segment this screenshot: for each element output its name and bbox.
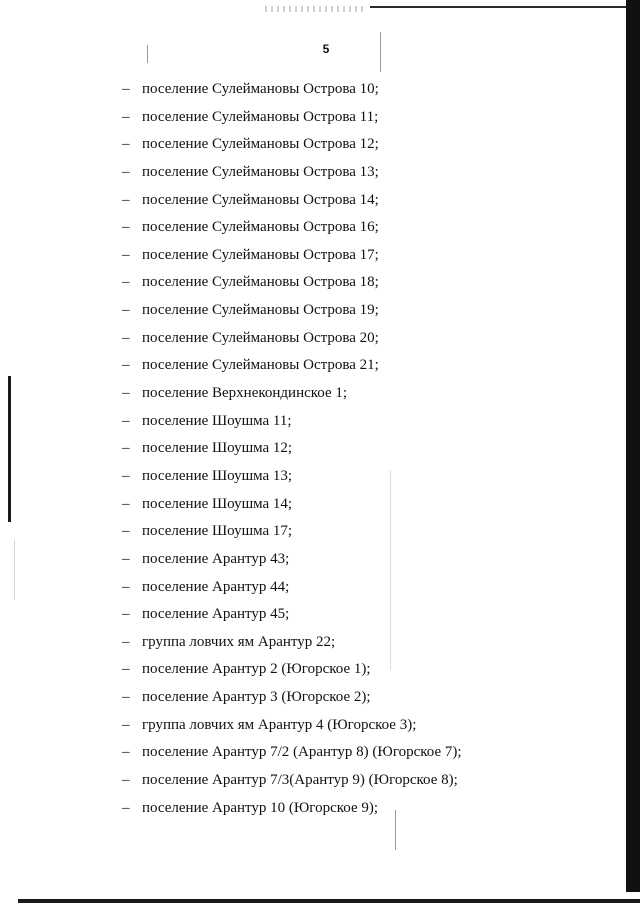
list-dash: – (122, 412, 130, 429)
list-item (122, 355, 462, 383)
list-item-text: поселение Арантур 43; (142, 550, 290, 567)
list-item (122, 107, 462, 135)
list-item (122, 742, 462, 770)
scan-edge-right (626, 0, 640, 892)
list-item-text: группа ловчих ям Арантур 4 (Югорское 3); (142, 716, 417, 733)
list-item (122, 162, 462, 190)
list-dash: – (122, 578, 130, 595)
list-item (122, 798, 462, 826)
list-item-text: поселение Арантур 45; (142, 606, 290, 623)
list-dash: – (122, 744, 130, 761)
list-dash: – (122, 633, 130, 650)
list-dash: – (122, 302, 130, 319)
list-item-text: поселение Сулеймановы Острова 14; (142, 191, 379, 208)
list-dash: – (122, 495, 130, 512)
list-item-text: поселение Шоушма 17; (142, 523, 293, 540)
scan-noise (265, 6, 365, 12)
list-item (122, 549, 462, 577)
scan-noise (14, 540, 15, 600)
list-item (122, 411, 462, 439)
list-dash: – (122, 661, 130, 678)
list-item-text: поселение Арантур 3 (Югорское 2); (142, 689, 371, 706)
list-item (122, 134, 462, 162)
list-item-text: поселение Арантур 7/3(Арантур 9) (Югорское 8); (142, 772, 458, 789)
list-item-text: поселение Арантур 7/2 (Арантур 8) (Югорское 7); (142, 744, 462, 761)
list-dash: – (122, 108, 130, 125)
list-dash: – (122, 716, 130, 733)
list-item-text: поселение Арантур 44; (142, 578, 290, 595)
list-item (122, 438, 462, 466)
list-item (122, 383, 462, 411)
list-item (122, 300, 462, 328)
list-dash: – (122, 136, 130, 153)
list-item (122, 79, 462, 107)
list-item-text: поселение Сулеймановы Острова 12; (142, 136, 379, 153)
page-number: 5 (322, 42, 330, 56)
scan-edge-bottom (18, 899, 640, 903)
list-dash: – (122, 550, 130, 567)
list-dash: – (122, 219, 130, 236)
list-dash: – (122, 689, 130, 706)
list-dash: – (122, 274, 130, 291)
list-item-text: поселение Сулеймановы Острова 17; (142, 246, 379, 263)
list-item-text: поселение Шоушма 14; (142, 495, 293, 512)
list-dash: – (122, 440, 130, 457)
list-dash: – (122, 467, 130, 484)
list-dash: – (122, 81, 130, 97)
list-dash: – (122, 772, 130, 789)
list-item-text: поселение Сулеймановы Острова 18; (142, 274, 379, 291)
list-item-text: поселение Верхнекондинское 1; (142, 385, 348, 402)
list-item-text: поселение Шоушма 11; (142, 412, 292, 429)
list-dash: – (122, 246, 130, 263)
list-item (122, 217, 462, 245)
list-item-text: поселение Сулеймановы Острова 16; (142, 219, 379, 236)
list-item-text: поселение Шоушма 12; (142, 440, 293, 457)
list-item-text: поселение Сулеймановы Острова 19; (142, 302, 379, 319)
list-dash: – (122, 606, 130, 623)
list-dash: – (122, 329, 130, 346)
settlement-list (122, 79, 462, 825)
list-item (122, 770, 462, 798)
list-item-text: поселение Сулеймановы Острова 11; (142, 108, 379, 125)
list-dash: – (122, 357, 130, 374)
list-item (122, 190, 462, 218)
list-item-text: поселение Арантур 10 (Югорское 9); (142, 799, 379, 816)
list-item-text: поселение Арантур 2 (Югорское 1); (142, 661, 371, 678)
list-item (122, 272, 462, 300)
list-dash: – (122, 799, 130, 816)
list-item (122, 604, 462, 632)
list-dash: – (122, 191, 130, 208)
list-item (122, 687, 462, 715)
list-dash: – (122, 163, 130, 180)
list-item-text: поселение Сулеймановы Острова 20; (142, 329, 379, 346)
list-dash: – (122, 385, 130, 402)
list-item-text: поселение Сулеймановы Острова 21; (142, 357, 379, 374)
list-item (122, 245, 462, 273)
list-item-text: группа ловчих ям Арантур 22; (142, 633, 336, 650)
list-item (122, 577, 462, 605)
scan-mark-left (8, 376, 11, 522)
list-item-text: поселение Сулеймановы Острова 10; (142, 81, 379, 97)
list-item (122, 494, 462, 522)
scan-edge-top (370, 6, 640, 8)
list-item (122, 715, 462, 743)
list-item (122, 521, 462, 549)
list-item (122, 659, 462, 687)
list-item-text: поселение Сулеймановы Острова 13; (142, 163, 379, 180)
list-item (122, 632, 462, 660)
list-item-text: поселение Шоушма 13; (142, 467, 293, 484)
list-item (122, 466, 462, 494)
list-dash: – (122, 523, 130, 540)
list-item (122, 328, 462, 356)
